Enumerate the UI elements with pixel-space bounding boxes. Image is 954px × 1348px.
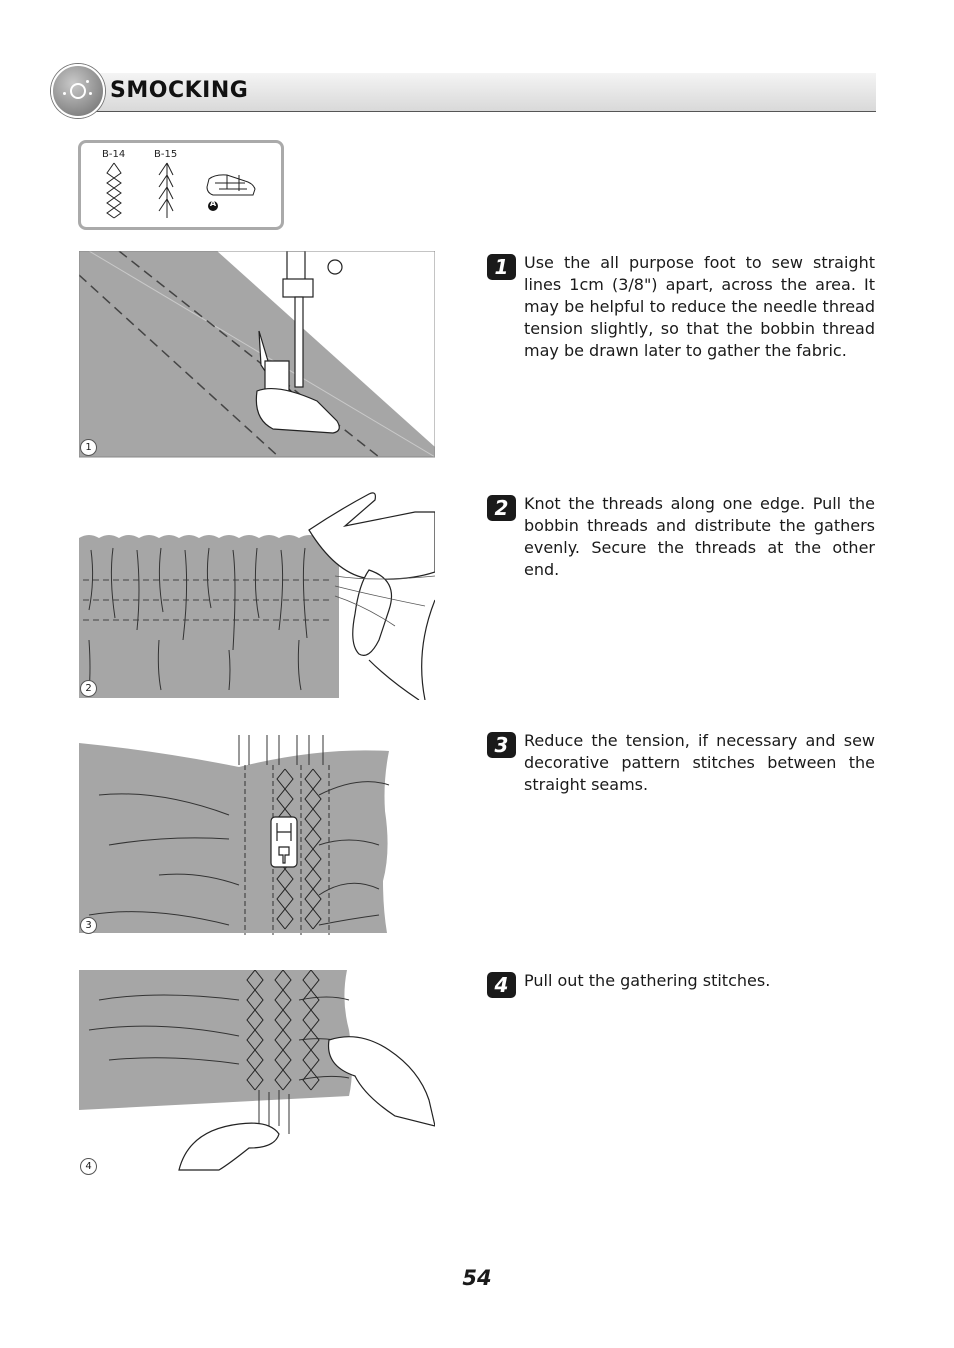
step-number-badge: 2	[487, 495, 516, 521]
page-number: 54	[462, 1266, 492, 1290]
step-number-badge: 1	[487, 254, 516, 280]
page-title: SMOCKING	[110, 78, 249, 103]
step-number-badge: 3	[487, 732, 516, 758]
step-number-badge: 4	[487, 972, 516, 998]
stitch-selection-panel	[78, 140, 284, 230]
gathered-fabric-illustration	[79, 490, 435, 700]
figure-3-decorative-stitches	[79, 735, 391, 935]
figure-number-3: 3	[80, 917, 97, 934]
figure-number-2: 2	[80, 680, 97, 697]
figure-number-1: 1	[80, 439, 97, 456]
figure-4-pull-out-stitches	[79, 970, 435, 1176]
finished-smocking-illustration	[79, 970, 435, 1176]
foot-label: A	[209, 199, 217, 208]
figure-1-straight-lines	[79, 251, 435, 459]
step-2-text: Knot the threads along one edge. Pull the bobbin threads and distribute the gathers evenly. Secure the threads at the other end.	[524, 494, 875, 579]
step-1-text: Use the all purpose foot to sew straight lines 1cm (3/8") apart, across the area. It may be helpful to reduce the needle thread tension slightly, so that the bobbin thread may be drawn later to gather the fabric.	[524, 253, 875, 360]
stitch-code-b15: B-15	[154, 149, 178, 160]
step-4-text: Pull out the gathering stitches.	[524, 971, 771, 990]
sewing-foot-illustration	[79, 251, 435, 459]
stitch-code-b14: B-14	[102, 149, 126, 160]
section-icon	[51, 64, 105, 118]
stitch-pattern-icons	[81, 143, 275, 221]
step-3-text: Reduce the tension, if necessary and sew decorative pattern stitches between the straight seams.	[524, 731, 875, 794]
smocked-fabric-illustration	[79, 735, 391, 935]
figure-number-4: 4	[80, 1158, 97, 1175]
figure-2-gathering	[79, 490, 435, 700]
